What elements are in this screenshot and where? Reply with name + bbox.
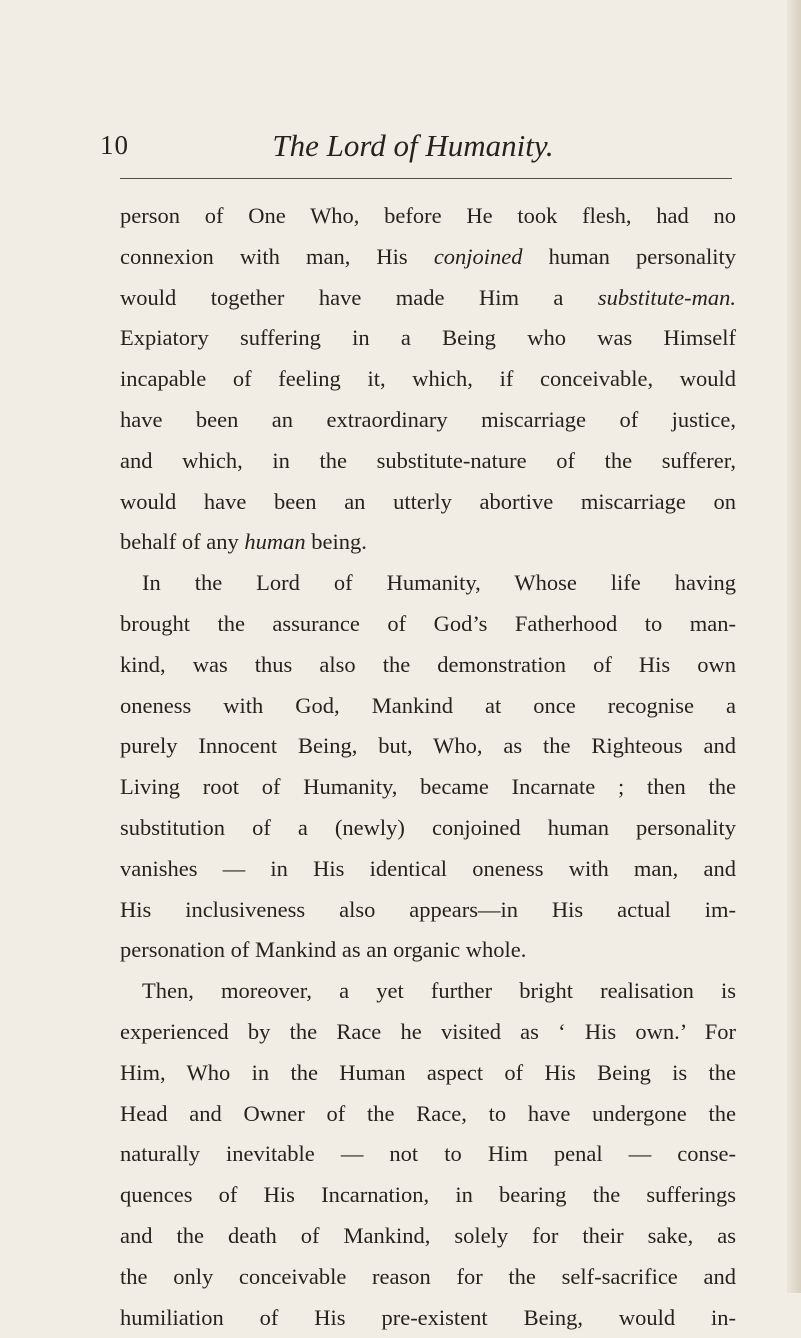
text-line: connexion with man, His conjoined human personality [120,243,736,269]
text-line: and which, in the substitute-nature of the sufferer, [120,447,736,473]
text-line: Head and Owner of the Race, to have undergone the [120,1100,736,1126]
text-line: naturally inevitable — not to Him penal — conse- [120,1141,736,1167]
text-line: incapable of feeling it, which, if conceivable, would [120,366,736,392]
running-title: The Lord of Humanity. [272,128,554,163]
body-text [120,196,736,1338]
page-edge-shadow [787,0,801,1293]
page-number: 10 [100,130,129,160]
text-line: kind, was thus also the demonstration of His own [120,651,736,677]
text-line: His inclusiveness also appears—in His actual im- [120,896,736,922]
text-line-paragraph-start: Then, moreover, a yet further bright realisation is [142,978,736,1004]
text-line-paragraph-start: In the Lord of Humanity, Whose life having [142,570,736,596]
emphasis: substitute-man. [597,284,736,310]
text-line: brought the assurance of God’s Fatherhood to man- [120,610,736,636]
text-line: substitution of a (newly) conjoined human personality [120,814,736,840]
text-line: personation of Mankind as an organic whole. [120,937,527,963]
text-line: Him, Who in the Human aspect of His Being is the [120,1059,736,1085]
text-line: would have been an utterly abortive miscarriage on [120,488,736,514]
text-line: purely Innocent Being, but, Who, as the Righteous and [120,733,736,759]
text-line: experienced by the Race he visited as ‘ His own.’ For [120,1018,736,1044]
header-rule [120,178,732,179]
text-line: quences of His Incarnation, in bearing the sufferings [120,1182,736,1208]
text-line: behalf of any human being. [120,529,367,555]
text-line: oneness with God, Mankind at once recognise a [120,692,736,718]
text-line: humiliation of His pre-existent Being, would in- [120,1304,736,1330]
text-line: have been an extraordinary miscarriage of justice, [120,406,736,432]
text-line: would together have made Him a substitute-man. [120,284,736,310]
emphasis: conjoined [433,243,523,269]
emphasis: human [244,529,306,555]
text-line: Expiatory suffering in a Being who was Himself [120,325,736,351]
text-line: Living root of Humanity, became Incarnate ; then the [120,774,736,800]
page-header [92,100,734,163]
text-line: the only conceivable reason for the self-sacrifice and [120,1263,736,1289]
text-line: and the death of Mankind, solely for their sake, as [120,1222,736,1248]
text-line: person of One Who, before He took flesh, had no [120,203,736,228]
text-line: vanishes — in His identical oneness with man, and [120,855,736,881]
